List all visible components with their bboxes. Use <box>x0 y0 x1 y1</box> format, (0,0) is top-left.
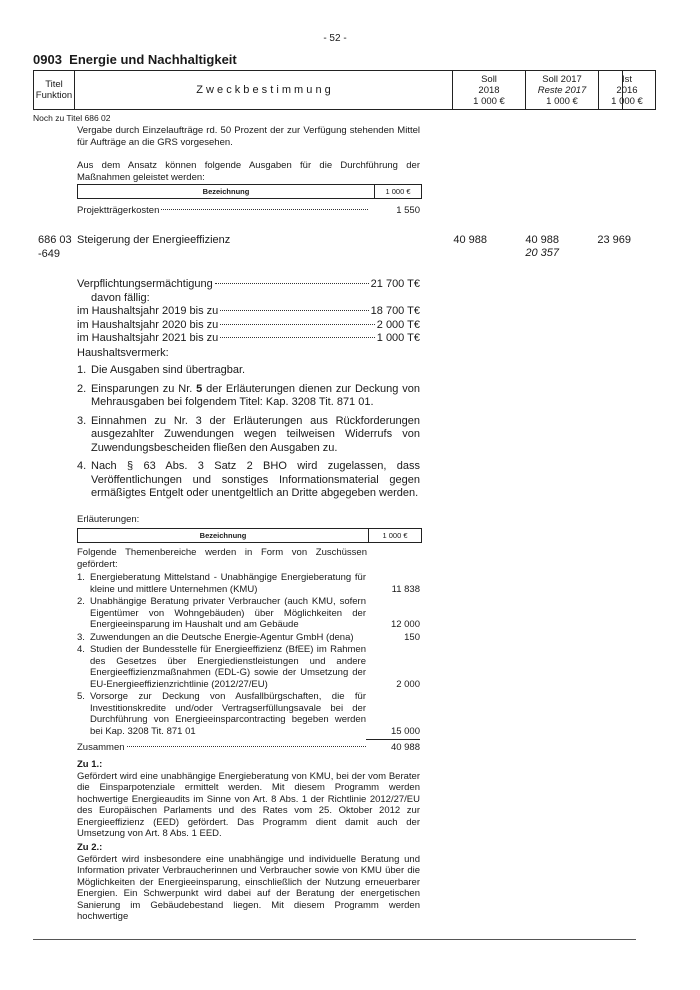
page-number: - 52 - <box>323 33 347 44</box>
header-soll-2017: Soll 2017 Reste 2017 1 000 € <box>526 71 599 109</box>
erl-item: 2. Unabhängige Beratung privater Verbraucher (auch KMU, sofern Eigentümer von Wohngebäuden) über Möglichkeiten der Energieeinsparung im Haushalt und am Gebäude 12 000 <box>77 596 420 630</box>
chapter-title: Energie und Nachhaltigkeit <box>69 52 237 67</box>
vpe-total-row: Verpflichtungsermächtigung 21 700 T€ <box>77 278 420 290</box>
intro-mini-table-header: Bezeichnung 1 000 € <box>77 184 422 199</box>
zu1-text: Gefördert wird eine unabhängige Energieberatung von KMU, bei der vom Berater die Einsparpotenziale ermittelt werden. Mit diesem Programm werden hochwertige Energieaudits im Sinne von Art. 8 Abs. 1 der Richtlinie 2012/27/EU des Europäischen Parlaments und des Rates vom 25. Oktober 2012 zur Energieeffizienz (EED) gefördert. Das Programm dient damit auch der Umsetzung von Art. 8 Abs. 1 EED. <box>77 770 420 839</box>
erl-item: 5. Vorsorge zur Deckung von Ausfallbürgschaften, die für Investitionskredite und/oder Vertragserfüllungsavale bei der Durchführung von Energieeinsparcontracting begeben werden bei Kap. 3208 Tit. 871 01 15 000 <box>77 691 420 737</box>
footer-rule <box>33 939 636 940</box>
header-ist-2016-cell: Ist 2016 1 000 € <box>599 70 656 110</box>
header-soll-2018: Soll 2018 1 000 € <box>453 71 526 109</box>
projekttraeger-row: Projektträgerkosten 1 550 <box>77 205 420 216</box>
column-header-table <box>33 70 623 110</box>
erl-mini-table-header: Bezeichnung 1 000 € <box>77 528 422 543</box>
hhv-item: 1. Die Ausgaben sind übertragbar. <box>77 364 246 376</box>
hhv-item: 2. Einsparungen zu Nr. 5 der Erläuterungen dienen zur Deckung von Mehrausgaben bei folgendem Titel: Kap. 3208 Tit. 871 01. <box>77 382 420 408</box>
title-code: 686 03 -649 <box>38 234 72 260</box>
erl-item-value: 12 000 <box>390 619 420 630</box>
erl-intro: Folgende Themenbereiche werden in Form von Zuschüssen gefördert: <box>77 547 367 570</box>
chapter-heading <box>33 52 237 67</box>
zu2-text: Gefördert wird insbesondere eine unabhängige und individuelle Beratung und Information privater Verbraucherinnen und Verbraucher sowie von KMU über die Möglichkeiten der Energieeinsparung, einschließlich der Nutzung erneuerbarer Energien. Ein Schwerpunkt wird dabei auf der Beratung der energetischen Sanierung im Gebäudebestand liegen. Mit diesem Programm werden hochwertige <box>77 853 420 922</box>
erlaeuterungen-title: Erläuterungen: <box>77 514 140 525</box>
hhv-item: 3. Einnahmen zu Nr. 3 der Erläuterungen aus Rückforderungen ausgezahlter Zuwendungen wegen teilweisen Widerrufs von Zuwendungsbescheiden fließen den Ausgaben zu. <box>77 414 420 454</box>
erl-item-value: 150 <box>404 631 420 643</box>
noch-zu-titel: Noch zu Titel 686 02 <box>33 113 111 123</box>
verpflichtungsermaechtigung <box>77 278 420 346</box>
erl-item: 4. Studien der Bundesstelle für Energieeffizienz (BfEE) im Rahmen des Gesetzes über Energiedienstleistungen und andere Energieeffizienzmaßnahmen (EDL-G) sowie der Umsetzung der EU-Energieeffizienzrichtlinie (2012/27/EU) 2 000 <box>77 644 420 690</box>
zu1-section <box>77 759 420 840</box>
zu1-title: Zu 1.: <box>77 759 103 770</box>
erl-list <box>77 572 420 737</box>
vpe-year-row: im Haushaltsjahr 2020 bis zu 2 000 T€ <box>77 318 420 331</box>
vpe-due-label: davon fällig: <box>91 291 150 304</box>
header-zweckbestimmung: Z w e c k b e s t i m m u n g <box>75 71 453 109</box>
haushaltsvermerk-title: Haushaltsvermerk: <box>77 347 169 359</box>
vpe-year-row: im Haushaltsjahr 2021 bis zu 1 000 T€ <box>77 332 420 344</box>
erl-item: 3. Zuwendungen an die Deutsche Energie-Agentur GmbH (dena) 150 <box>77 631 420 643</box>
erl-total-row: Zusammen 40 988 <box>77 742 420 753</box>
intro-paragraph-1: Vergabe durch Einzelaufträge rd. 50 Prozent der zur Verfügung stehenden Mittel für Aufträge an die GRS vorgesehen. <box>77 125 420 148</box>
title-soll-2018: 40 988 <box>453 234 487 246</box>
erl-item: 1. Energieberatung Mittelstand - Unabhängige Energieberatung für kleine und mittlere Unternehmen (KMU) 11 838 <box>77 572 420 595</box>
erl-item-value: 2 000 <box>396 678 420 690</box>
chapter-code: 0903 <box>33 52 62 67</box>
header-titel-funktion: Titel Funktion <box>34 71 75 109</box>
haushaltsvermerk-list <box>77 364 420 501</box>
erl-item-value: 11 838 <box>391 583 420 595</box>
erl-item-value: 15 000 <box>390 725 420 737</box>
title-name: Steigerung der Energieeffizienz <box>77 234 231 246</box>
title-soll-2017: 40 988 <box>525 234 559 246</box>
zu2-title: Zu 2.: <box>77 842 103 853</box>
vpe-year-row: im Haushaltsjahr 2019 bis zu 18 700 T€ <box>77 305 420 317</box>
zu2-section <box>77 842 420 923</box>
hhv-item: 4. Nach § 63 Abs. 3 Satz 2 BHO wird zugelassen, dass Veröffentlichungen und sonstiges Informationsmaterial gegen ermäßigtes Entgelt oder unentgeltlich an Dritte abgegeben werden. <box>77 460 420 499</box>
intro-paragraph-2: Aus dem Ansatz können folgende Ausgaben für die Durchführung der Maßnahmen geleistet werden: <box>77 160 420 183</box>
total-rule <box>366 739 420 740</box>
title-ist-2016: 23 969 <box>597 234 631 246</box>
title-reste-2017: 20 357 <box>525 247 559 259</box>
